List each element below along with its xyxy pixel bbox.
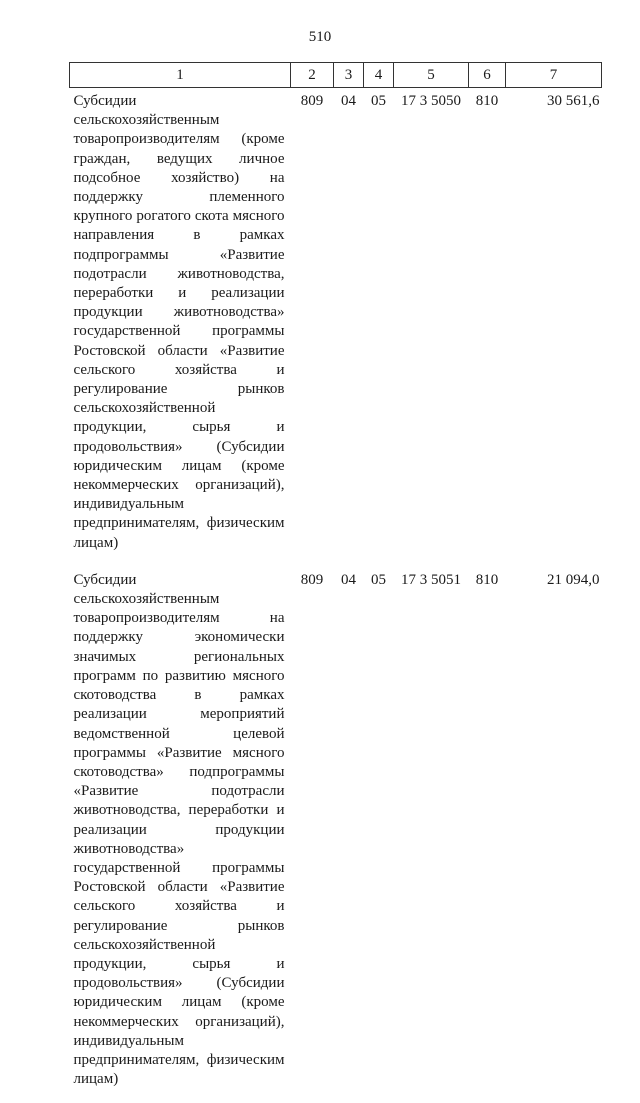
table-row: [70, 88, 602, 567]
row-subsection-code: 05: [371, 93, 386, 109]
row-target-article: 17 3 5050: [401, 93, 461, 109]
page-number: 510: [308, 29, 332, 45]
row-amount: 21 094,0: [547, 571, 600, 588]
table-header-row: [70, 63, 602, 88]
row-description: Субсидии сельскохозяйственным товаропроизводителям на поддержку экономически значимых региональных программ по развитию мясного скотоводства в рамках реализации мероприятий ведомственной целевой программы «Развитие мясного скотоводства» подпрограммы «Развитие подотрасли животноводства, переработки и реализации продукции животноводства» государственной программы Ростовской области «Развитие сельского хозяйства и регулирование рынков сельскохозяйственной продукции, сырья и продовольствия» (Субсидии юридическим лицам (кроме некоммерческих организаций), индивидуальным предпринимателям, физическим лицам): [73, 571, 285, 1088]
row-amount: 30 561,6: [547, 93, 600, 109]
row-subsection-code: 05: [371, 571, 386, 588]
row-section-code: 04: [341, 571, 356, 588]
row-section-code: 04: [341, 93, 356, 109]
column-header-5: 5: [394, 63, 469, 88]
column-header-6: 6: [469, 63, 506, 88]
budget-table: [69, 62, 602, 1103]
row-ministry-code: 809: [300, 93, 324, 109]
column-header-2: 2: [291, 63, 334, 88]
row-ministry-code: 809: [300, 571, 324, 588]
row-expense-type: 810: [475, 571, 499, 588]
row-target-article: 17 3 5051: [401, 571, 461, 588]
table-row: [70, 567, 602, 1103]
column-header-1: 1: [70, 63, 291, 88]
column-header-7: 7: [506, 63, 602, 88]
column-header-4: 4: [364, 63, 394, 88]
row-expense-type: 810: [475, 93, 499, 109]
column-header-3: 3: [334, 63, 364, 88]
row-description: Субсидии сельскохозяйственным товаропроизводителям (кроме граждан, ведущих личное подсобное хозяйство) на поддержку племенного крупного рогатого скота мясного направления в рамках подпрограммы «Развитие подотрасли животноводства, переработки и реализации продукции животноводства» государственной программы Ростовской области «Развитие сельского хозяйства и регулирование рынков сельскохозяйственной продукции, сырья и продовольствия» (Субсидии юридическим лицам (кроме некоммерческих организаций), индивидуальным предпринимателям, физическим лицам): [73, 93, 285, 551]
